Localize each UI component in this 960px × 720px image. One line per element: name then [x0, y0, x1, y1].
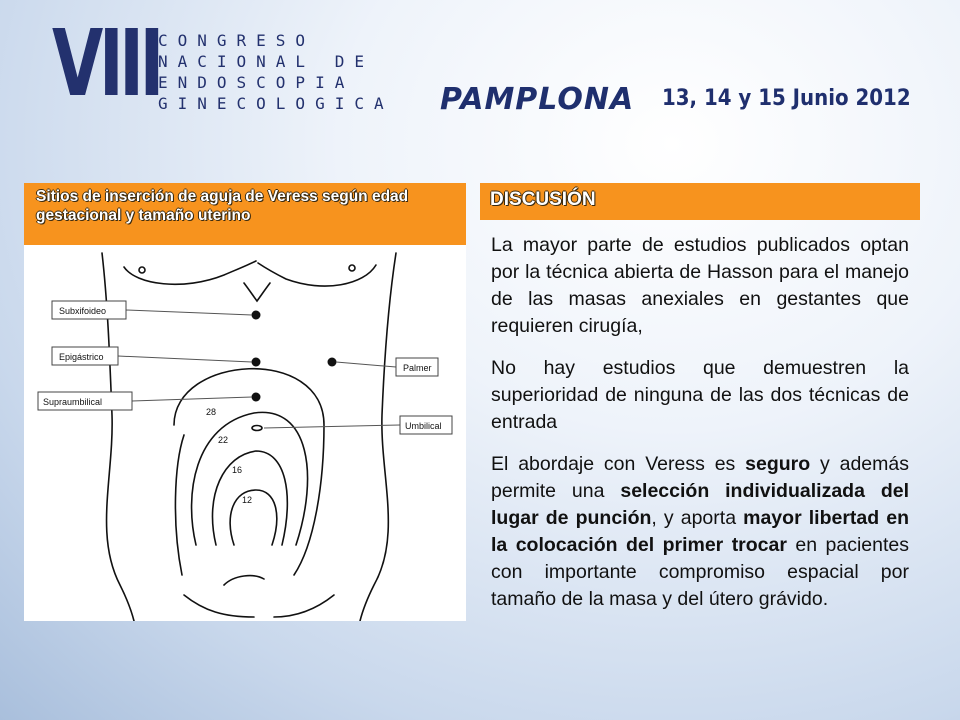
leader-epigastrico: [118, 356, 252, 362]
nipple-right: [349, 265, 355, 271]
label-subxifoideo: Subxifoideo: [59, 306, 107, 316]
sternal-notch: [244, 283, 270, 301]
uterus-28-left: [175, 435, 184, 575]
event-dates: 13, 14 y 15 Junio 2012: [662, 86, 911, 111]
discussion-body: [491, 232, 909, 628]
discussion-paragraph-3: [491, 451, 909, 613]
p3-text-2: y además permite una: [491, 453, 909, 502]
congress-header: [0, 0, 960, 140]
abdomen-diagram: [24, 245, 466, 621]
edition-numeral: VIII: [52, 10, 160, 117]
point-epigastrico: [252, 358, 261, 367]
label-epigastrico: Epigástrico: [59, 352, 104, 362]
label-palmer: Palmer: [403, 363, 432, 373]
umbilicus: [252, 426, 262, 431]
p3-text-4: en pacientes con importante compromiso espacial por tamaño de la masa y del útero grávido.: [491, 534, 909, 610]
week-label-12: 12: [242, 495, 253, 505]
p3-bold-3: mayor libertad en la colocación del primer trocar: [491, 507, 909, 556]
week-label-22: 22: [218, 435, 229, 445]
p3-text-1: El abordaje con Veress es: [491, 453, 746, 475]
groin-right: [274, 595, 334, 617]
congress-line-2: NACIONAL DE: [158, 52, 374, 71]
discussion-title: DISCUSIÓN: [480, 183, 920, 220]
breast-right: [258, 263, 376, 286]
point-palmer: [328, 358, 337, 367]
congress-name: [158, 30, 394, 114]
label-supraumbilical: Supraumbilical: [43, 397, 103, 407]
point-subxifoideo: [252, 311, 261, 320]
p3-bold-1: seguro: [745, 453, 811, 475]
pubic-line: [224, 576, 264, 585]
uterus-12-weeks: [230, 490, 277, 545]
week-label-28: 28: [206, 407, 217, 417]
p3-bold-2: selección individualizada del lugar de punción: [491, 480, 909, 529]
week-label-16: 16: [232, 465, 243, 475]
groin-left: [184, 595, 254, 617]
leader-palmer: [336, 362, 396, 367]
veress-sites-title: Sitios de inserción de aguja de Veress según edad gestacional y tamaño uterino: [24, 183, 466, 245]
discussion-paragraph-2: No hay estudios que demuestren la superioridad de ninguna de las dos técnicas de entrada: [491, 357, 909, 433]
label-umbilical: Umbilical: [405, 421, 442, 431]
nipple-left: [139, 267, 145, 273]
discussion-paragraph-1: La mayor parte de estudios publicados optan por la técnica abierta de Hasson para el manejo de las masas anexiales en gestantes que requieren cirugía,: [491, 234, 909, 337]
leader-umbilical: [264, 425, 400, 428]
veress-sites-panel: [24, 183, 466, 621]
leader-subxifoideo: [126, 310, 252, 315]
leader-supraumbilical: [132, 397, 252, 401]
torso-right-outline: [360, 253, 396, 621]
congress-line-1: CONGRESO: [158, 31, 316, 50]
point-supraumbilical: [252, 393, 261, 402]
congress-line-3: ENDOSCOPIA: [158, 73, 355, 92]
uterus-22-weeks: [192, 412, 308, 545]
p3-text-3: , y aporta: [651, 507, 744, 529]
congress-line-4: GINECOLOGICA: [158, 94, 394, 113]
city-name: PAMPLONA: [440, 82, 635, 117]
